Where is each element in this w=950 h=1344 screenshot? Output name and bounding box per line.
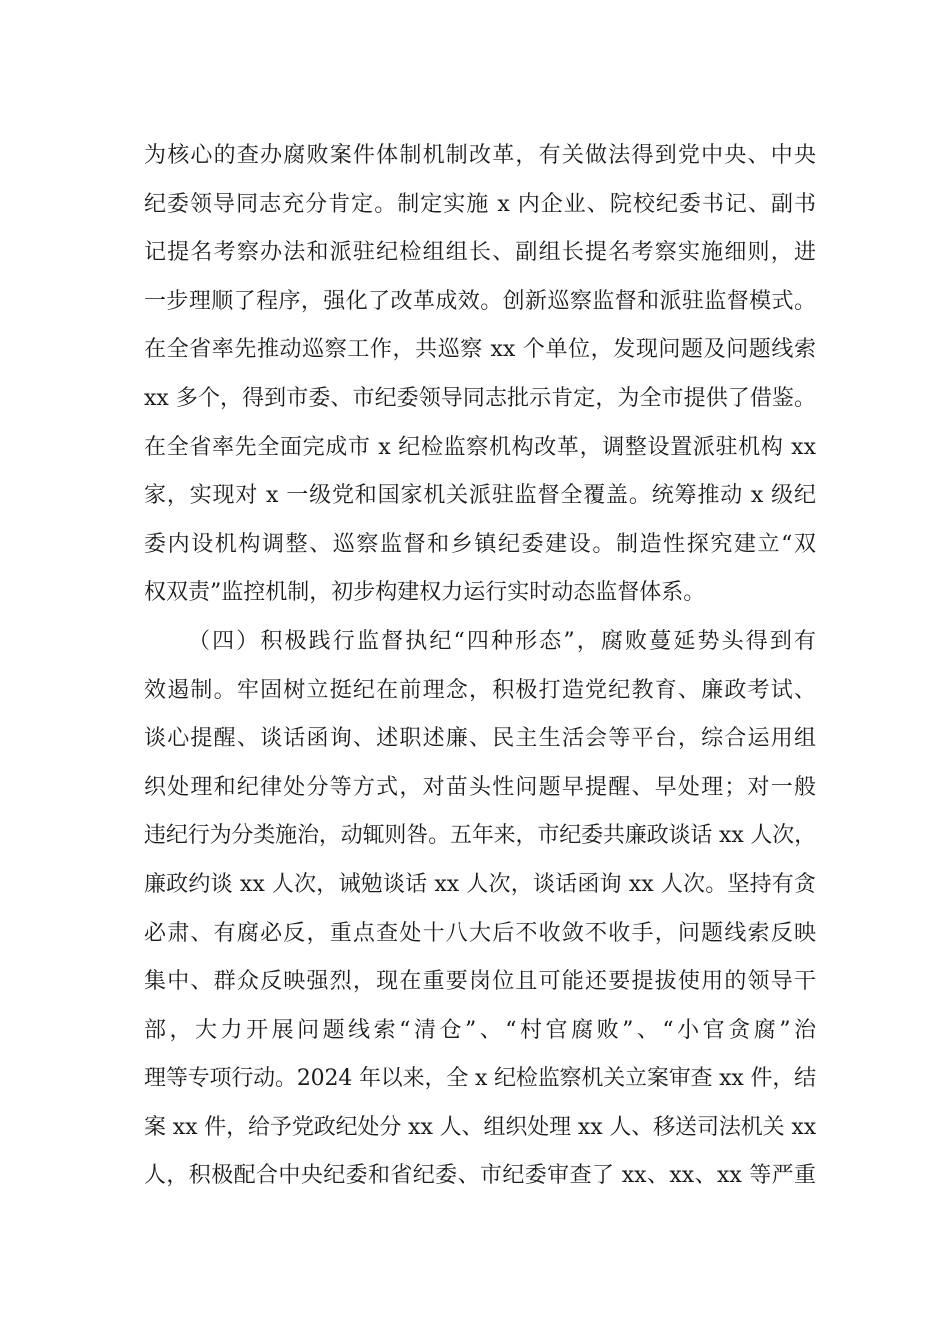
text-line: 谈心提醒、谈话函询、述职述廉、民主生活会等平台，综合运用组 (144, 726, 816, 752)
text-line: 效遏制。牢固树立挺纪在前理念，积极打造党纪教育、廉政考试、 (144, 677, 816, 703)
text-line: 为核心的查办腐败案件体制机制改革，有关做法得到党中央、中央 (144, 143, 816, 168)
text-line: 记提名考察办法和派驻纪检组组长、副组长提名考察实施细则，进 (144, 240, 816, 266)
text-line: 违纪行为分类施治，动辄则咎。五年来，市纪委共廉政谈话 xx 人次， (144, 823, 816, 849)
text-line: 集中、群众反映强烈，现在重要岗位且可能还要提拔使用的领导干 (144, 969, 816, 995)
text-line: 家，实现对 x 一级党和国家机关派驻监督全覆盖。统筹推动 x 级纪 (144, 483, 816, 509)
text-line: 权双责”监控机制，初步构建权力运行实时动态监督体系。 (144, 580, 706, 606)
text-line: 在全省率先推动巡察工作，共巡察 xx 个单位，发现问题及问题线索 (144, 337, 816, 363)
text-line: 案 xx 件，给予党政纪处分 xx 人、组织处理 xx 人、移送司法机关 xx (144, 1114, 816, 1140)
text-line: 纪委领导同志充分肯定。制定实施 x 内企业、院校纪委书记、副书 (144, 191, 816, 217)
body-text (144, 132, 816, 1201)
text-line: xx 多个，得到市委、市纪委领导同志批示肯定，为全市提供了借鉴。 (144, 385, 816, 411)
text-line: 人，积极配合中央纪委和省纪委、市纪委审查了 xx、xx、xx 等严重 (144, 1163, 816, 1189)
text-line: 部，大力开展问题线索“清仓”、“村官腐败”、“小官贪腐”治 (144, 1017, 816, 1043)
paragraph-heading-line: （四）积极践行监督执纪“四种形态”，腐败蔓延势头得到有 (188, 628, 816, 654)
text-line: 理等专项行动。2024 年以来，全 x 纪检监察机关立案审查 xx 件，结 (144, 1066, 816, 1092)
text-line: 廉政约谈 xx 人次，诫勉谈话 xx 人次，谈话函询 xx 人次。坚持有贪 (144, 871, 816, 897)
text-line: 必肃、有腐必反，重点查处十八大后不收敛不收手，问题线索反映 (144, 920, 816, 946)
text-line: 在全省率先全面完成市 x 纪检监察机构改革，调整设置派驻机构 xx (144, 434, 816, 460)
text-line: 一步理顺了程序，强化了改革成效。创新巡察监督和派驻监督模式。 (144, 288, 816, 314)
text-line: 织处理和纪律处分等方式，对苗头性问题早提醒、早处理；对一般 (144, 774, 816, 800)
text-line: 委内设机构调整、巡察监督和乡镇纪委建设。制造性探究建立“双 (144, 531, 816, 557)
